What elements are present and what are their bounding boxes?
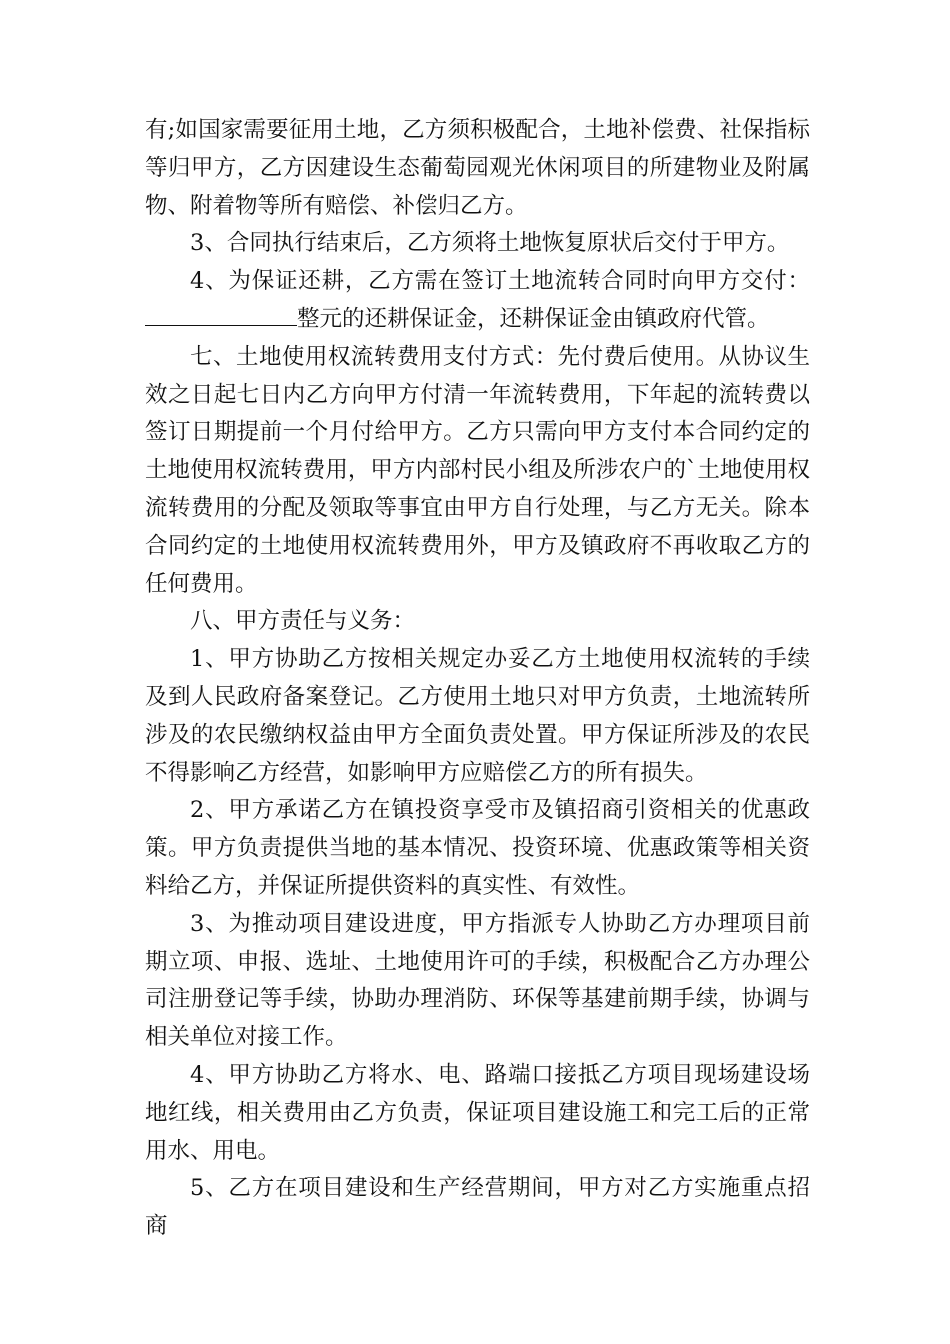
section-8-item-3: 3、为推动项目建设进度，甲方指派专人协助乙方办理项目前期立项、申报、选址、土地使用许可的手续，积极配合乙方办理公司注册登记等手续，协助办理消防、环保等基建前期手续，协调与相关单位对接工作。	[145, 910, 810, 1051]
section-8-item-5: 5、乙方在项目建设和生产经营期间，甲方对乙方实施重点招商	[145, 1175, 810, 1240]
deposit-amount-blank	[145, 305, 169, 326]
section-8-item-2: 2、甲方承诺乙方在镇投资享受市及镇招商引资相关的优惠政策。甲方负责提供当地的基本情况、投资环境、优惠政策等相关资料给乙方，并保证所提供资料的真实性、有效性。	[145, 797, 810, 899]
deposit-amount-blank-continued	[169, 305, 297, 326]
paragraph-item-3-restore: 3、合同执行结束后，乙方须将土地恢复原状后交付于甲方。	[190, 230, 790, 257]
section-8-item-1: 1、甲方协助乙方按相关规定办妥乙方土地使用权流转的手续及到人民政府备案登记。乙方使用土地只对甲方负责，土地流转所涉及的农民缴纳权益由甲方全面负责处置。甲方保证所涉及的农民不得影响乙方经营，如影响甲方应赔偿乙方的所有损失。	[145, 646, 810, 786]
deposit-text-before: 4、为保证还耕，乙方需在签订土地流转合同时向甲方交付：	[190, 268, 810, 295]
paragraph-item-4-deposit	[145, 263, 810, 339]
paragraph-compensation: 有;如国家需要征用土地，乙方须积极配合，土地补偿费、社保指标等归甲方，乙方因建设生态葡萄园观光休闲项目的所建物业及附属物、附着物等所有赔偿、补偿归乙方。	[145, 117, 810, 219]
section-7-payment: 七、土地使用权流转费用支付方式：先付费后使用。从协议生效之日起七日内乙方向甲方付清一年流转费用，下年起的流转费以签订日期提前一个月付给甲方。乙方只需向甲方支付本合同约定的土地使用权流转费用，甲方内部村民小组及所涉农户的`土地使用权流转费用的分配及领取等事宜由甲方自行处理，与乙方无关。除本合同约定的土地使用权流转费用外，甲方及镇政府不再收取乙方的任何费用。	[145, 343, 810, 597]
deposit-text-after: 整元的还耕保证金，还耕保证金由镇政府代管。	[297, 305, 770, 332]
section-8-item-4: 4、甲方协助乙方将水、电、路端口接抵乙方项目现场建设场地红线，相关费用由乙方负责，保证项目建设施工和完工后的正常用水、用电。	[145, 1061, 810, 1164]
section-8-heading: 八、甲方责任与义务：	[190, 608, 416, 635]
document-body	[145, 112, 810, 1246]
